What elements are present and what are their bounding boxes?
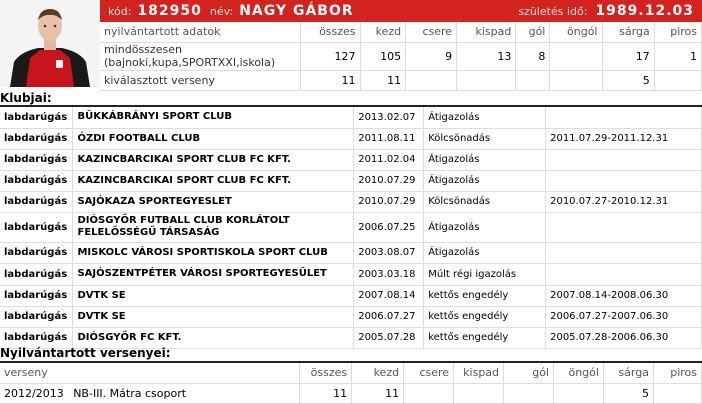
- stats-row-selected: [100, 70, 702, 90]
- club-row: [0, 212, 702, 242]
- club-sport-cell: labdarúgás: [0, 149, 73, 170]
- stats-cell: [457, 70, 516, 90]
- club-date-cell: 2003.03.18: [354, 263, 424, 285]
- club-transfer-type-cell: Múlt régi igazolás: [424, 263, 546, 285]
- competition-cell: [404, 383, 454, 403]
- stats-cell: [550, 42, 602, 70]
- club-sport-cell: labdarúgás: [0, 242, 73, 263]
- stats-cell: 11: [300, 70, 360, 90]
- club-date-cell: 2013.02.07: [354, 107, 424, 128]
- club-sport-cell: labdarúgás: [0, 128, 73, 149]
- stats-cell: 5: [602, 70, 654, 90]
- competitions-header-cell: kispad: [454, 363, 504, 383]
- club-transfer-type-cell: Átigazolás: [424, 149, 546, 170]
- competitions-header-cell: öngól: [554, 363, 604, 383]
- club-period-cell: [546, 263, 702, 285]
- player-code: 182950: [137, 3, 202, 19]
- clubs-table: [0, 107, 702, 349]
- birth-label: születés idő:: [518, 4, 588, 18]
- competition-cell: [504, 383, 554, 403]
- stats-header-cell: összes: [300, 22, 360, 42]
- club-transfer-type-cell: Átigazolás: [424, 107, 546, 128]
- competitions-header-row: [0, 363, 702, 383]
- club-name-cell: DVTK SE: [73, 285, 354, 306]
- club-transfer-type-cell: Átigazolás: [424, 212, 546, 242]
- code-label: kód:: [108, 4, 132, 18]
- stats-header-cell: kezd: [360, 22, 406, 42]
- player-photo-icon: [0, 0, 100, 87]
- club-name-cell: KAZINCBARCIKAI SPORT CLUB FC KFT.: [73, 149, 354, 170]
- stats-row-total: [100, 42, 702, 70]
- club-transfer-type-cell: kettős engedély: [424, 327, 546, 348]
- stats-cell: [654, 70, 701, 90]
- club-row: [0, 306, 702, 327]
- club-sport-cell: labdarúgás: [0, 191, 73, 212]
- player-photo: [0, 0, 100, 87]
- competition-cell: [554, 383, 604, 403]
- competition-cell: 11: [300, 383, 352, 403]
- club-sport-cell: labdarúgás: [0, 327, 73, 348]
- stats-cell: 1: [654, 42, 701, 70]
- stats-cell: 11: [360, 70, 406, 90]
- club-period-cell: 2005.07.28-2006.06.30: [546, 327, 702, 348]
- club-date-cell: 2005.07.28: [354, 327, 424, 348]
- club-period-cell: 2011.07.29-2011.12.31: [546, 128, 702, 149]
- club-sport-cell: labdarúgás: [0, 306, 73, 327]
- stats-cell: 8: [516, 42, 550, 70]
- club-row: [0, 263, 702, 285]
- club-row: [0, 191, 702, 212]
- competition-name: NB-III. Mátra csoport: [73, 386, 187, 400]
- clubs-title: Klubjai:: [0, 91, 52, 105]
- club-date-cell: 2006.07.27: [354, 306, 424, 327]
- stats-cell: [516, 70, 550, 90]
- stats-cell: 127: [300, 42, 360, 70]
- stats-header-row: [100, 22, 702, 42]
- club-row: [0, 149, 702, 170]
- club-sport-cell: labdarúgás: [0, 212, 73, 242]
- club-transfer-type-cell: kettős engedély: [424, 306, 546, 327]
- club-period-cell: 2010.07.27-2010.12.31: [546, 191, 702, 212]
- stats-row-label: kiválasztott verseny: [100, 70, 300, 90]
- stats-header-cell: piros: [654, 22, 701, 42]
- competition-cell: [454, 383, 504, 403]
- stats-header-cell: csere: [406, 22, 457, 42]
- club-date-cell: 2010.07.29: [354, 191, 424, 212]
- club-name-cell: ÓZDI FOOTBALL CLUB: [73, 128, 354, 149]
- club-name-cell: DIÓSGYŐR FUTBALL CLUB KORLÁTOLT FELELŐSSÉGŰ TÁRSASÁG: [73, 212, 354, 242]
- competition-row: [0, 383, 702, 403]
- club-name-cell: DIÓSGYŐR FC KFT.: [73, 327, 354, 348]
- competitions-title: Nyilvántartott versenyei:: [0, 346, 171, 360]
- competitions-header-cell: gól: [504, 363, 554, 383]
- club-transfer-type-cell: Kölcsönadás: [424, 191, 546, 212]
- name-label: név:: [209, 4, 234, 18]
- club-period-cell: [546, 170, 702, 191]
- club-transfer-type-cell: Kölcsönadás: [424, 128, 546, 149]
- club-sport-cell: labdarúgás: [0, 285, 73, 306]
- club-period-cell: [546, 212, 702, 242]
- stats-header-cell: gól: [516, 22, 550, 42]
- competitions-header-cell: csere: [404, 363, 454, 383]
- competition-cell: 5: [603, 383, 653, 403]
- competitions-table: [0, 363, 702, 404]
- club-transfer-type-cell: Átigazolás: [424, 170, 546, 191]
- club-date-cell: 2011.02.04: [354, 149, 424, 170]
- club-date-cell: 2006.07.25: [354, 212, 424, 242]
- competition-cell: 11: [352, 383, 404, 403]
- club-row: [0, 170, 702, 191]
- player-header: [100, 0, 702, 22]
- club-date-cell: 2003.08.07: [354, 242, 424, 263]
- stats-cell: 105: [360, 42, 406, 70]
- stats-header-cell: nyilvántartott adatok: [100, 22, 300, 42]
- competitions-header-cell: összes: [300, 363, 352, 383]
- club-transfer-type-cell: kettős engedély: [424, 285, 546, 306]
- stats-header-cell: kispad: [457, 22, 516, 42]
- competition-season: 2012/2013: [4, 386, 64, 400]
- stats-cell: [406, 70, 457, 90]
- competition-name-cell: [0, 383, 300, 403]
- stats-cell: [550, 70, 602, 90]
- club-row: [0, 107, 702, 128]
- stats-header-cell: öngól: [550, 22, 602, 42]
- club-name-cell: SAJÓKAZA SPORTEGYESLET: [73, 191, 354, 212]
- club-name-cell: KAZINCBARCIKAI SPORT CLUB FC KFT.: [73, 170, 354, 191]
- competition-cell: [653, 383, 701, 403]
- competitions-header-cell: verseny: [0, 363, 300, 383]
- club-period-cell: [546, 107, 702, 128]
- club-period-cell: [546, 242, 702, 263]
- competitions-header-cell: kezd: [352, 363, 404, 383]
- competitions-header-cell: piros: [653, 363, 701, 383]
- club-row: [0, 285, 702, 306]
- stats-row-label: mindösszesen (bajnoki,kupa,SPORTXXI,iskola): [100, 42, 300, 70]
- club-date-cell: 2010.07.29: [354, 170, 424, 191]
- stats-cell: 9: [406, 42, 457, 70]
- birth-date: 1989.12.03: [595, 3, 694, 19]
- player-name: NAGY GÁBOR: [239, 3, 354, 19]
- club-sport-cell: labdarúgás: [0, 263, 73, 285]
- club-row: [0, 242, 702, 263]
- club-row: [0, 128, 702, 149]
- club-sport-cell: labdarúgás: [0, 170, 73, 191]
- club-name-cell: MISKOLC VÁROSI SPORTISKOLA SPORT CLUB: [73, 242, 354, 263]
- stats-cell: 13: [457, 42, 516, 70]
- stats-cell: 17: [602, 42, 654, 70]
- club-period-cell: 2007.08.14-2008.06.30: [546, 285, 702, 306]
- club-name-cell: DVTK SE: [73, 306, 354, 327]
- club-transfer-type-cell: Átigazolás: [424, 242, 546, 263]
- club-period-cell: [546, 149, 702, 170]
- club-row: [0, 327, 702, 348]
- club-date-cell: 2011.08.11: [354, 128, 424, 149]
- club-period-cell: 2006.07.27-2007.06.30: [546, 306, 702, 327]
- stats-header-cell: sárga: [602, 22, 654, 42]
- club-name-cell: SAJÓSZENTPÉTER VÁROSI SPORTEGYESÜLET: [73, 263, 354, 285]
- competitions-header-cell: sárga: [603, 363, 653, 383]
- club-date-cell: 2007.08.14: [354, 285, 424, 306]
- stats-table: [100, 22, 702, 91]
- club-name-cell: BÜKKÁBRÁNYI SPORT CLUB: [73, 107, 354, 128]
- club-sport-cell: labdarúgás: [0, 107, 73, 128]
